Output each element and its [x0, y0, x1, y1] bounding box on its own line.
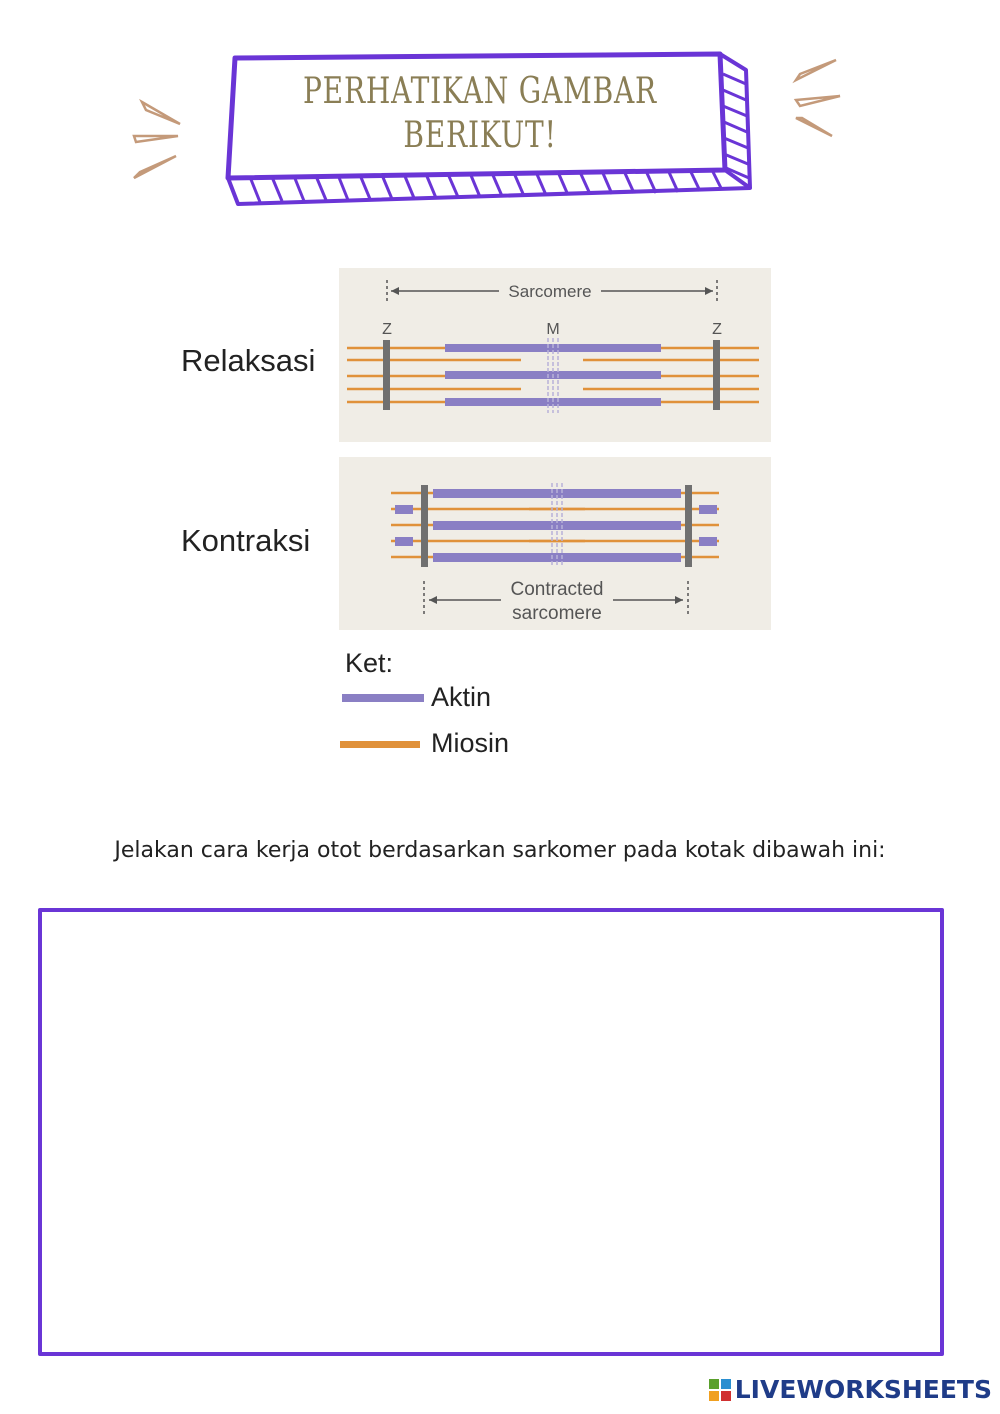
contracted-sarcomere-diagram [339, 457, 771, 630]
z-line-right [685, 485, 692, 567]
sarcomere-label: Sarcomere [508, 282, 592, 301]
liveworksheets-branding [709, 1375, 992, 1404]
legend-aktin-label: Aktin [431, 682, 492, 712]
z-line-left [421, 485, 428, 567]
contracted-label-line2: sarcomere [512, 603, 602, 624]
instruction-text: Jelakan cara kerja otot berdasarkan sarkomer pada kotak dibawah ini: [114, 838, 886, 863]
z-line-left [383, 340, 390, 410]
z-line-label-right: Z [712, 321, 722, 338]
relaxed-sarcomere-diagram [339, 268, 771, 442]
legend-miosin-label: Miosin [431, 728, 510, 758]
z-line-label-left: Z [382, 321, 392, 338]
m-line-label: M [546, 321, 560, 338]
contracted-label-line1: Contracted [510, 579, 604, 600]
z-line-right [713, 340, 720, 410]
right-sparkle-icon [796, 60, 840, 136]
answer-text-box[interactable] [38, 908, 944, 1356]
legend-aktin-swatch [342, 694, 424, 702]
relaxation-label: Relaksasi [181, 343, 316, 378]
left-sparkle-icon [134, 102, 180, 178]
legend-miosin-swatch [340, 741, 420, 748]
contraction-label: Kontraksi [181, 523, 311, 558]
page-title: PERHATIKAN GAMBAR BERIKUT! [303, 71, 657, 156]
brand-text: LIVEWORKSHEETS [734, 1375, 992, 1404]
legend-title: Ket: [345, 648, 394, 678]
liveworksheets-logo-icon [709, 1379, 731, 1401]
